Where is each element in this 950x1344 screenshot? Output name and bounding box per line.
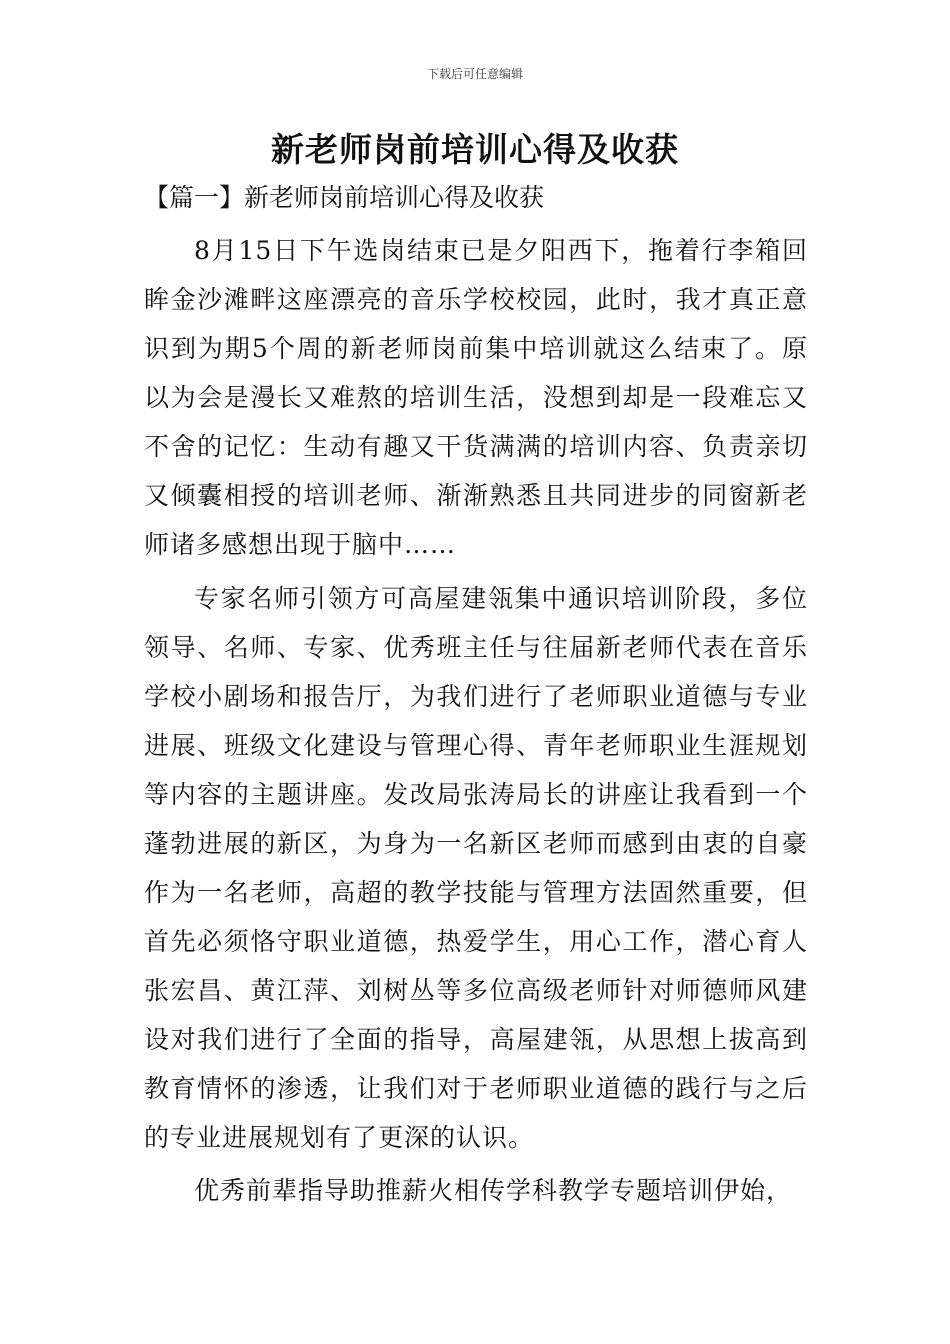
paragraph-3: 优秀前辈指导助推薪火相传学科教学专题培训伊始，	[194, 1176, 793, 1205]
document-title: 新老师岗前培训心得及收获	[271, 130, 679, 169]
section-heading: 【篇一】新老师岗前培训心得及收获	[144, 183, 545, 212]
header-note: 下载后可任意编辑	[426, 67, 523, 81]
paragraph-2: 专家名师引领方可高屋建瓴集中通识培训阶段，多位领导、名师、专家、优秀班主任与往届新老师代表在音乐学校小剧场和报告厅，为我们进行了老师职业道德与专业进展、班级文化建设与管理心得、青年老师职业生涯规划等内容的主题讲座。发改局张涛局长的讲座让我看到一个蓬勃进展的新区，为身为一名新区老师而感到由衷的自豪作为一名老师，高超的教学技能与管理方法固然重要，但首先必须恪守职业道德，热爱学生，用心工作，潜心育人张宏昌、黄江萍、刘树丛等多位高级老师针对师德师风建设对我们进行了全面的指导，高屋建瓴，从思想上拔高到教育情怀的渗透，让我们对于老师职业道德的践行与之后的专业进展规划有了更深的认识。	[144, 584, 808, 1152]
paragraph-1: 8月15日下午选岗结束已是夕阳西下，拖着行李箱回眸金沙滩畔这座漂亮的音乐学校校园，此时，我才真正意识到为期5个周的新老师岗前集中培训就这么结束了。原以为会是漫长又难熬的培训生活，没想到却是一段难忘又不舍的记忆：生动有趣又干货满满的培训内容、负责亲切又倾囊相授的培训老师、渐渐熟悉且共同进步的同窗新老师诸多感想出现于脑中……	[144, 236, 808, 559]
